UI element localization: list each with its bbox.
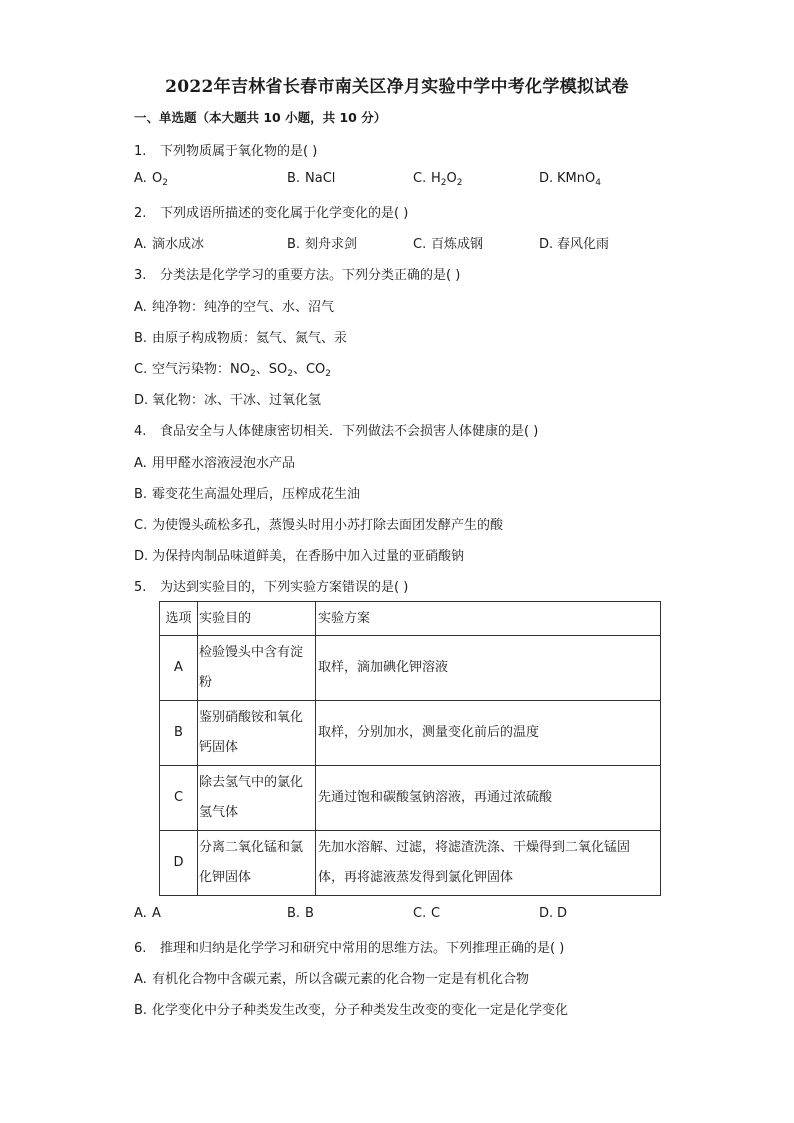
question-6	[134, 937, 564, 956]
table-header-row	[160, 602, 661, 636]
q5-option-d: D. D	[539, 906, 568, 921]
q2-option-c: C. 百炼成钢	[413, 237, 484, 252]
table-row	[160, 701, 661, 766]
experiment-table	[159, 601, 661, 896]
q5-option-a: A. A	[134, 906, 161, 921]
question-stem: 食品安全与人体健康密切相关．下列做法不会损害人体健康的是( )	[160, 424, 539, 439]
q1-option-c: C. $H_2O_2$	[413, 171, 463, 188]
question-number: 1.	[134, 144, 147, 159]
table-row	[160, 831, 661, 896]
table-cell-plan: 先加水溶解、过滤，将滤渣洗涤、干燥得到二氧化锰固 体，再将滤液蒸发得到氯化钾固体	[316, 831, 661, 896]
question-5	[134, 576, 408, 595]
table-row	[160, 766, 661, 831]
question-1	[134, 140, 317, 159]
q2-option-a: A. 滴水成冰	[134, 237, 205, 252]
q6-option-a: A. 有机化合物中含碳元素，所以含碳元素的化合物一定是有机化合物	[134, 972, 530, 987]
q4-option-a: A. 用甲醛水溶液浸泡水产品	[134, 456, 296, 471]
table-header-cell: 选项	[160, 602, 198, 636]
q3-option-d: D. 氧化物：冰、干冰、过氧化氢	[134, 393, 322, 408]
question-2	[134, 202, 408, 221]
question-number: 3.	[134, 268, 147, 283]
q1-option-a: A. $O_2$	[134, 171, 168, 188]
section-heading: 一、单选题（本大题共 10 小题，共 10 分）	[134, 110, 387, 125]
table-cell-plan: 取样，分别加水，测量变化前后的温度	[316, 701, 661, 766]
question-stem: 为达到实验目的，下列实验方案错误的是( )	[160, 580, 409, 595]
q6-option-b: B. 化学变化中分子种类发生改变，分子种类发生改变的变化一定是化学变化	[134, 1003, 569, 1018]
table-cell-purpose: 分离二氧化锰和氯 化钾固体	[198, 831, 316, 896]
q2-option-b: B. 刻舟求剑	[287, 237, 358, 252]
question-number: 2.	[134, 206, 147, 221]
table-cell-purpose: 检验馒头中含有淀 粉	[198, 636, 316, 701]
table-cell-option: C	[160, 766, 198, 831]
q3-option-c: C. 空气污染物：$NO_2$、$SO_2$、$CO_2$	[134, 362, 331, 379]
question-stem: 下列物质属于氧化物的是( )	[160, 144, 318, 159]
question-stem: 推理和归纳是化学学习和研究中常用的思维方法。下列推理正确的是( )	[160, 941, 565, 956]
q5-option-b: B. B	[287, 906, 314, 921]
q3-option-b: B. 由原子构成物质：氦气、氮气、汞	[134, 331, 348, 346]
table-cell-option: D	[160, 831, 198, 896]
table-cell-purpose: 除去氢气中的氯化 氢气体	[198, 766, 316, 831]
question-number: 6.	[134, 941, 147, 956]
q1-option-d: D. KMnO$_4$	[539, 171, 601, 188]
table-row	[160, 636, 661, 701]
question-3	[134, 264, 460, 283]
exam-title: 2022年吉林省长春市南关区净月实验中学中考化学模拟试卷	[165, 77, 629, 97]
q5-option-c: C. C	[413, 906, 441, 921]
question-number: 4.	[134, 424, 147, 439]
q4-option-d: D. 为保持肉制品味道鲜美，在香肠中加入过量的亚硝酸钠	[134, 549, 465, 564]
question-number: 5.	[134, 580, 147, 595]
question-stem: 分类法是化学学习的重要方法。下列分类正确的是( )	[160, 268, 461, 283]
table-cell-option: A	[160, 636, 198, 701]
table-cell-option: B	[160, 701, 198, 766]
q4-option-c: C. 为使馒头疏松多孔，蒸馒头时用小苏打除去面团发酵产生的酸	[134, 518, 504, 533]
q3-option-a: A. 纯净物：纯净的空气、水、沼气	[134, 300, 335, 315]
table-cell-plan: 先通过饱和碳酸氢钠溶液，再通过浓硫酸	[316, 766, 661, 831]
q2-option-d: D. 春风化雨	[539, 237, 610, 252]
table-cell-purpose: 鉴别硝酸铵和氧化 钙固体	[198, 701, 316, 766]
table-header-cell: 实验方案	[316, 602, 661, 636]
table-header-cell: 实验目的	[198, 602, 316, 636]
q4-option-b: B. 霉变花生高温处理后，压榨成花生油	[134, 487, 361, 502]
table-cell-plan: 取样，滴加碘化钾溶液	[316, 636, 661, 701]
question-4	[134, 420, 538, 439]
q1-option-b: B. NaCl	[287, 171, 336, 186]
question-stem: 下列成语所描述的变化属于化学变化的是( )	[160, 206, 409, 221]
